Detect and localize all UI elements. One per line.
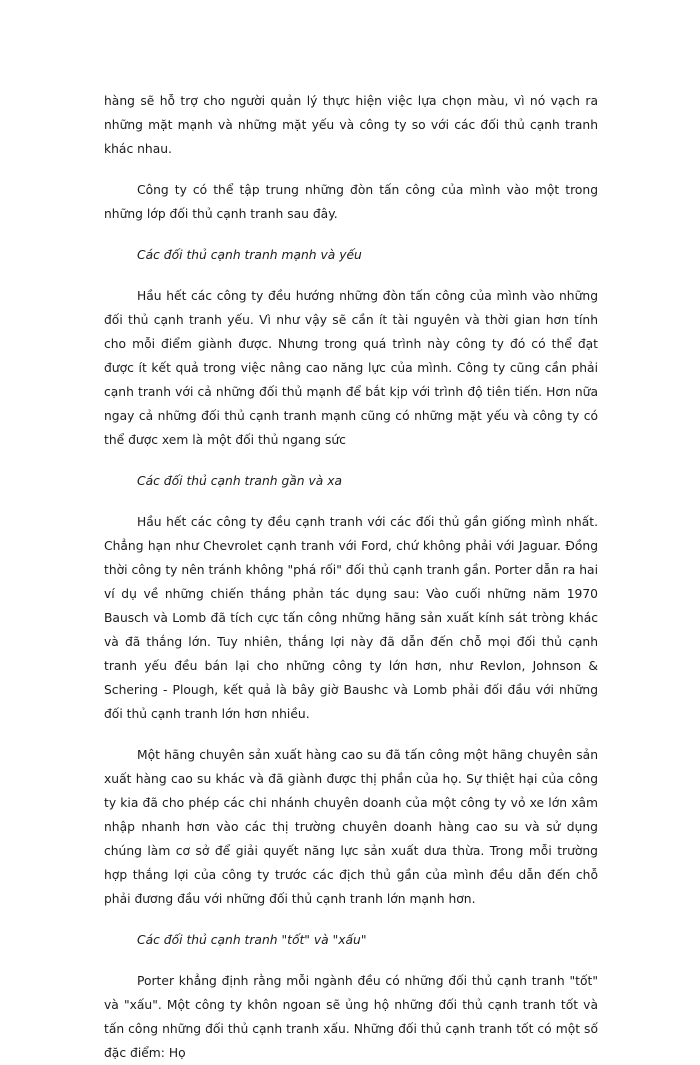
section-heading-strong-weak: Các đối thủ cạnh tranh mạnh và yếu xyxy=(137,248,362,262)
document-page xyxy=(104,89,598,1065)
paragraph-continued: hàng sẽ hỗ trợ cho người quản lý thực hiện việc lựa chọn màu, vì nó vạch ra những mặt mạnh và những mặt yếu và công ty so với các đối thủ cạnh tranh khác nhau. xyxy=(104,94,598,156)
section-heading-near-far: Các đối thủ cạnh tranh gần và xa xyxy=(137,474,343,488)
section-heading-good-bad: Các đối thủ cạnh tranh "tốt" và "xấu" xyxy=(137,933,367,947)
paragraph-strong-weak: Hầu hết các công ty đều hướng những đòn tấn công của mình vào những đối thủ cạnh tranh yếu. Vì như vậy sẽ cần ít tài nguyên và thời gian hơn tính cho mỗi điểm giành được. Nhưng trong quá trình này công ty đó có thể đạt được ít kết quả trong việc nâng cao năng lực của mình. Công ty cũng cần phải cạnh tranh với cả những đối thủ mạnh để bắt kịp với trình độ tiên tiến. Hơn nữa ngay cả những đối thủ cạnh tranh mạnh cũng có những mặt yếu và công ty có thể được xem là một đối thủ ngang sức xyxy=(104,289,598,447)
paragraph-near-far: Hầu hết các công ty đều cạnh tranh với các đối thủ gần giống mình nhất. Chẳng hạn như Chevrolet cạnh tranh với Ford, chứ không phải với Jaguar. Đồng thời công ty nên tránh không "phá rối" đối thủ cạnh tranh gần. Porter dẫn ra hai ví dụ về những chiến thắng phản tác dụng sau: Vào cuối những năm 1970 Bausch và Lomb đã tích cực tấn công những hãng sản xuất kính sát tròng khác và đã thắng lớn. Tuy nhiên, thắng lợi này đã dẫn đến chỗ mọi đối thủ cạnh tranh yếu đều bán lại cho những công ty lớn hơn, như Revlon, Johnson & Schering - Plough, kết quả là bây giờ Baushc và Lomb phải đối đầu với những đối thủ cạnh tranh lớn hơn nhiều. xyxy=(104,515,598,721)
paragraph-intro: Công ty có thể tập trung những đòn tấn công của mình vào một trong những lớp đối thủ cạnh tranh sau đây. xyxy=(104,183,598,221)
paragraph-good-bad: Porter khẳng định rằng mỗi ngành đều có những đối thủ cạnh tranh "tốt" và "xấu". Một công ty khôn ngoan sẽ ủng hộ những đối thủ cạnh tranh tốt và tấn công những đối thủ cạnh tranh xấu. Những đối thủ cạnh tranh tốt có một số đặc điểm: Họ xyxy=(104,974,598,1060)
paragraph-rubber-example: Một hãng chuyên sản xuất hàng cao su đã tấn công một hãng chuyên sản xuất hàng cao su khác và đã giành được thị phần của họ. Sự thiệt hại của công ty kia đã cho phép các chi nhánh chuyên doanh của một công ty vỏ xe lớn xâm nhập nhanh hơn vào các thị trường chuyên doanh hàng cao su và sử dụng chúng làm cơ sở để giải quyết năng lực sản xuất dưa thừa. Trong mỗi trường hợp thắng lợi của công ty trước các địch thủ gần của mình đều dẫn đến chỗ phải đương đầu với những đối thủ cạnh tranh lớn mạnh hơn. xyxy=(104,748,598,906)
